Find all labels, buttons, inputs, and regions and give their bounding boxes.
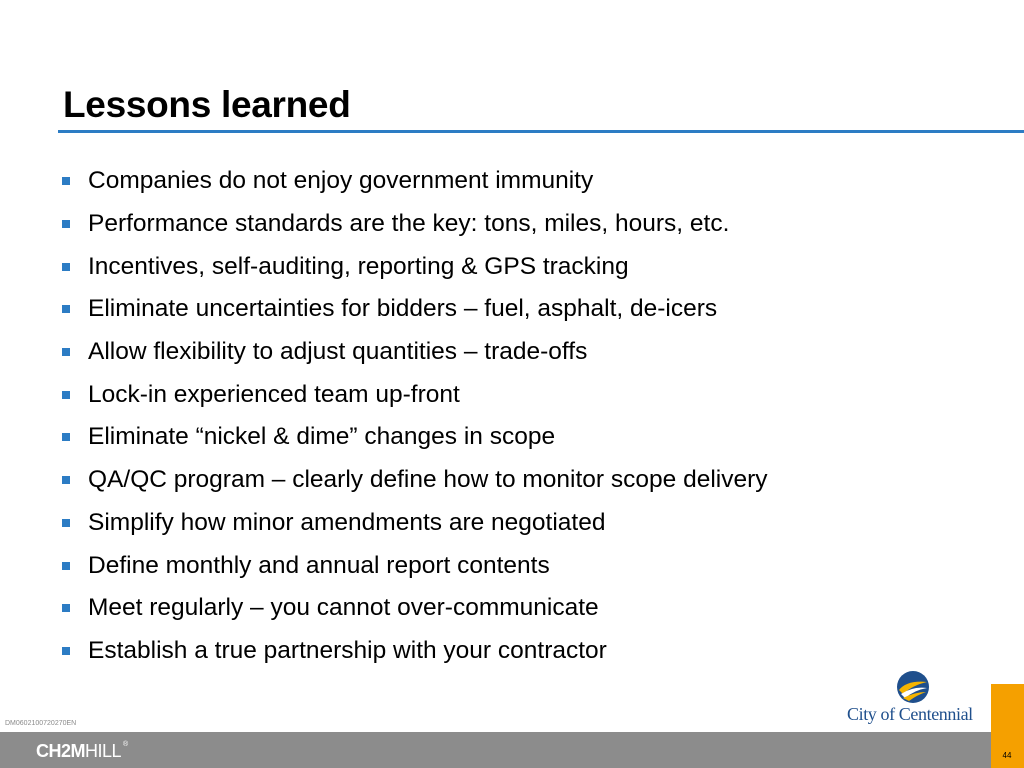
square-bullet-icon [62, 263, 70, 271]
bullet-text: Meet regularly – you cannot over-communicate [88, 594, 599, 622]
ch2m-hill-logo [36, 741, 128, 762]
city-wordmark: City of Centennial [847, 704, 973, 724]
square-bullet-icon [62, 476, 70, 484]
bullet-item [62, 416, 768, 459]
bullet-item [62, 587, 768, 630]
square-bullet-icon [62, 562, 70, 570]
bullet-text: Define monthly and annual report contents [88, 551, 550, 579]
city-of-centennial-logo [843, 670, 988, 730]
bullet-item [62, 459, 768, 502]
registered-mark: ® [123, 741, 128, 748]
square-bullet-icon [62, 391, 70, 399]
bullet-text: Simplify how minor amendments are negotiated [88, 508, 606, 536]
square-bullet-icon [62, 519, 70, 527]
bullet-item [62, 288, 768, 331]
bullet-text: Allow flexibility to adjust quantities – trade-offs [88, 338, 588, 366]
title-underline [58, 130, 1024, 133]
square-bullet-icon [62, 220, 70, 228]
bullet-text: Companies do not enjoy government immunity [88, 167, 594, 195]
square-bullet-icon [62, 305, 70, 313]
bullet-text: Eliminate “nickel & dime” changes in scope [88, 423, 556, 451]
city-emblem-icon [893, 670, 933, 704]
square-bullet-icon [62, 433, 70, 441]
bullet-list [62, 160, 768, 672]
bullet-item [62, 331, 768, 374]
page-number: 44 [1002, 751, 1012, 760]
bullet-text: Establish a true partnership with your contractor [88, 636, 607, 664]
bullet-item [62, 160, 768, 203]
document-code: DM0602100720270EN [5, 720, 77, 727]
bullet-text: Eliminate uncertainties for bidders – fuel, asphalt, de-icers [88, 295, 718, 323]
ch2m-logo-regular: HILL [85, 741, 122, 761]
square-bullet-icon [62, 348, 70, 356]
bullet-item [62, 630, 768, 673]
bullet-text: QA/QC program – clearly define how to monitor scope delivery [88, 466, 768, 494]
bullet-text: Incentives, self-auditing, reporting & GPS tracking [88, 252, 629, 280]
ch2m-logo-bold: CH2M [36, 741, 86, 761]
bullet-item [62, 373, 768, 416]
footer-bar [0, 732, 1024, 768]
slide-title: Lessons learned [63, 84, 351, 125]
square-bullet-icon [62, 177, 70, 185]
bullet-item [62, 502, 768, 545]
square-bullet-icon [62, 647, 70, 655]
bullet-item [62, 245, 768, 288]
bullet-item [62, 544, 768, 587]
square-bullet-icon [62, 604, 70, 612]
bullet-text: Performance standards are the key: tons, miles, hours, etc. [88, 210, 730, 238]
bullet-text: Lock-in experienced team up-front [88, 380, 460, 408]
bullet-item [62, 203, 768, 246]
